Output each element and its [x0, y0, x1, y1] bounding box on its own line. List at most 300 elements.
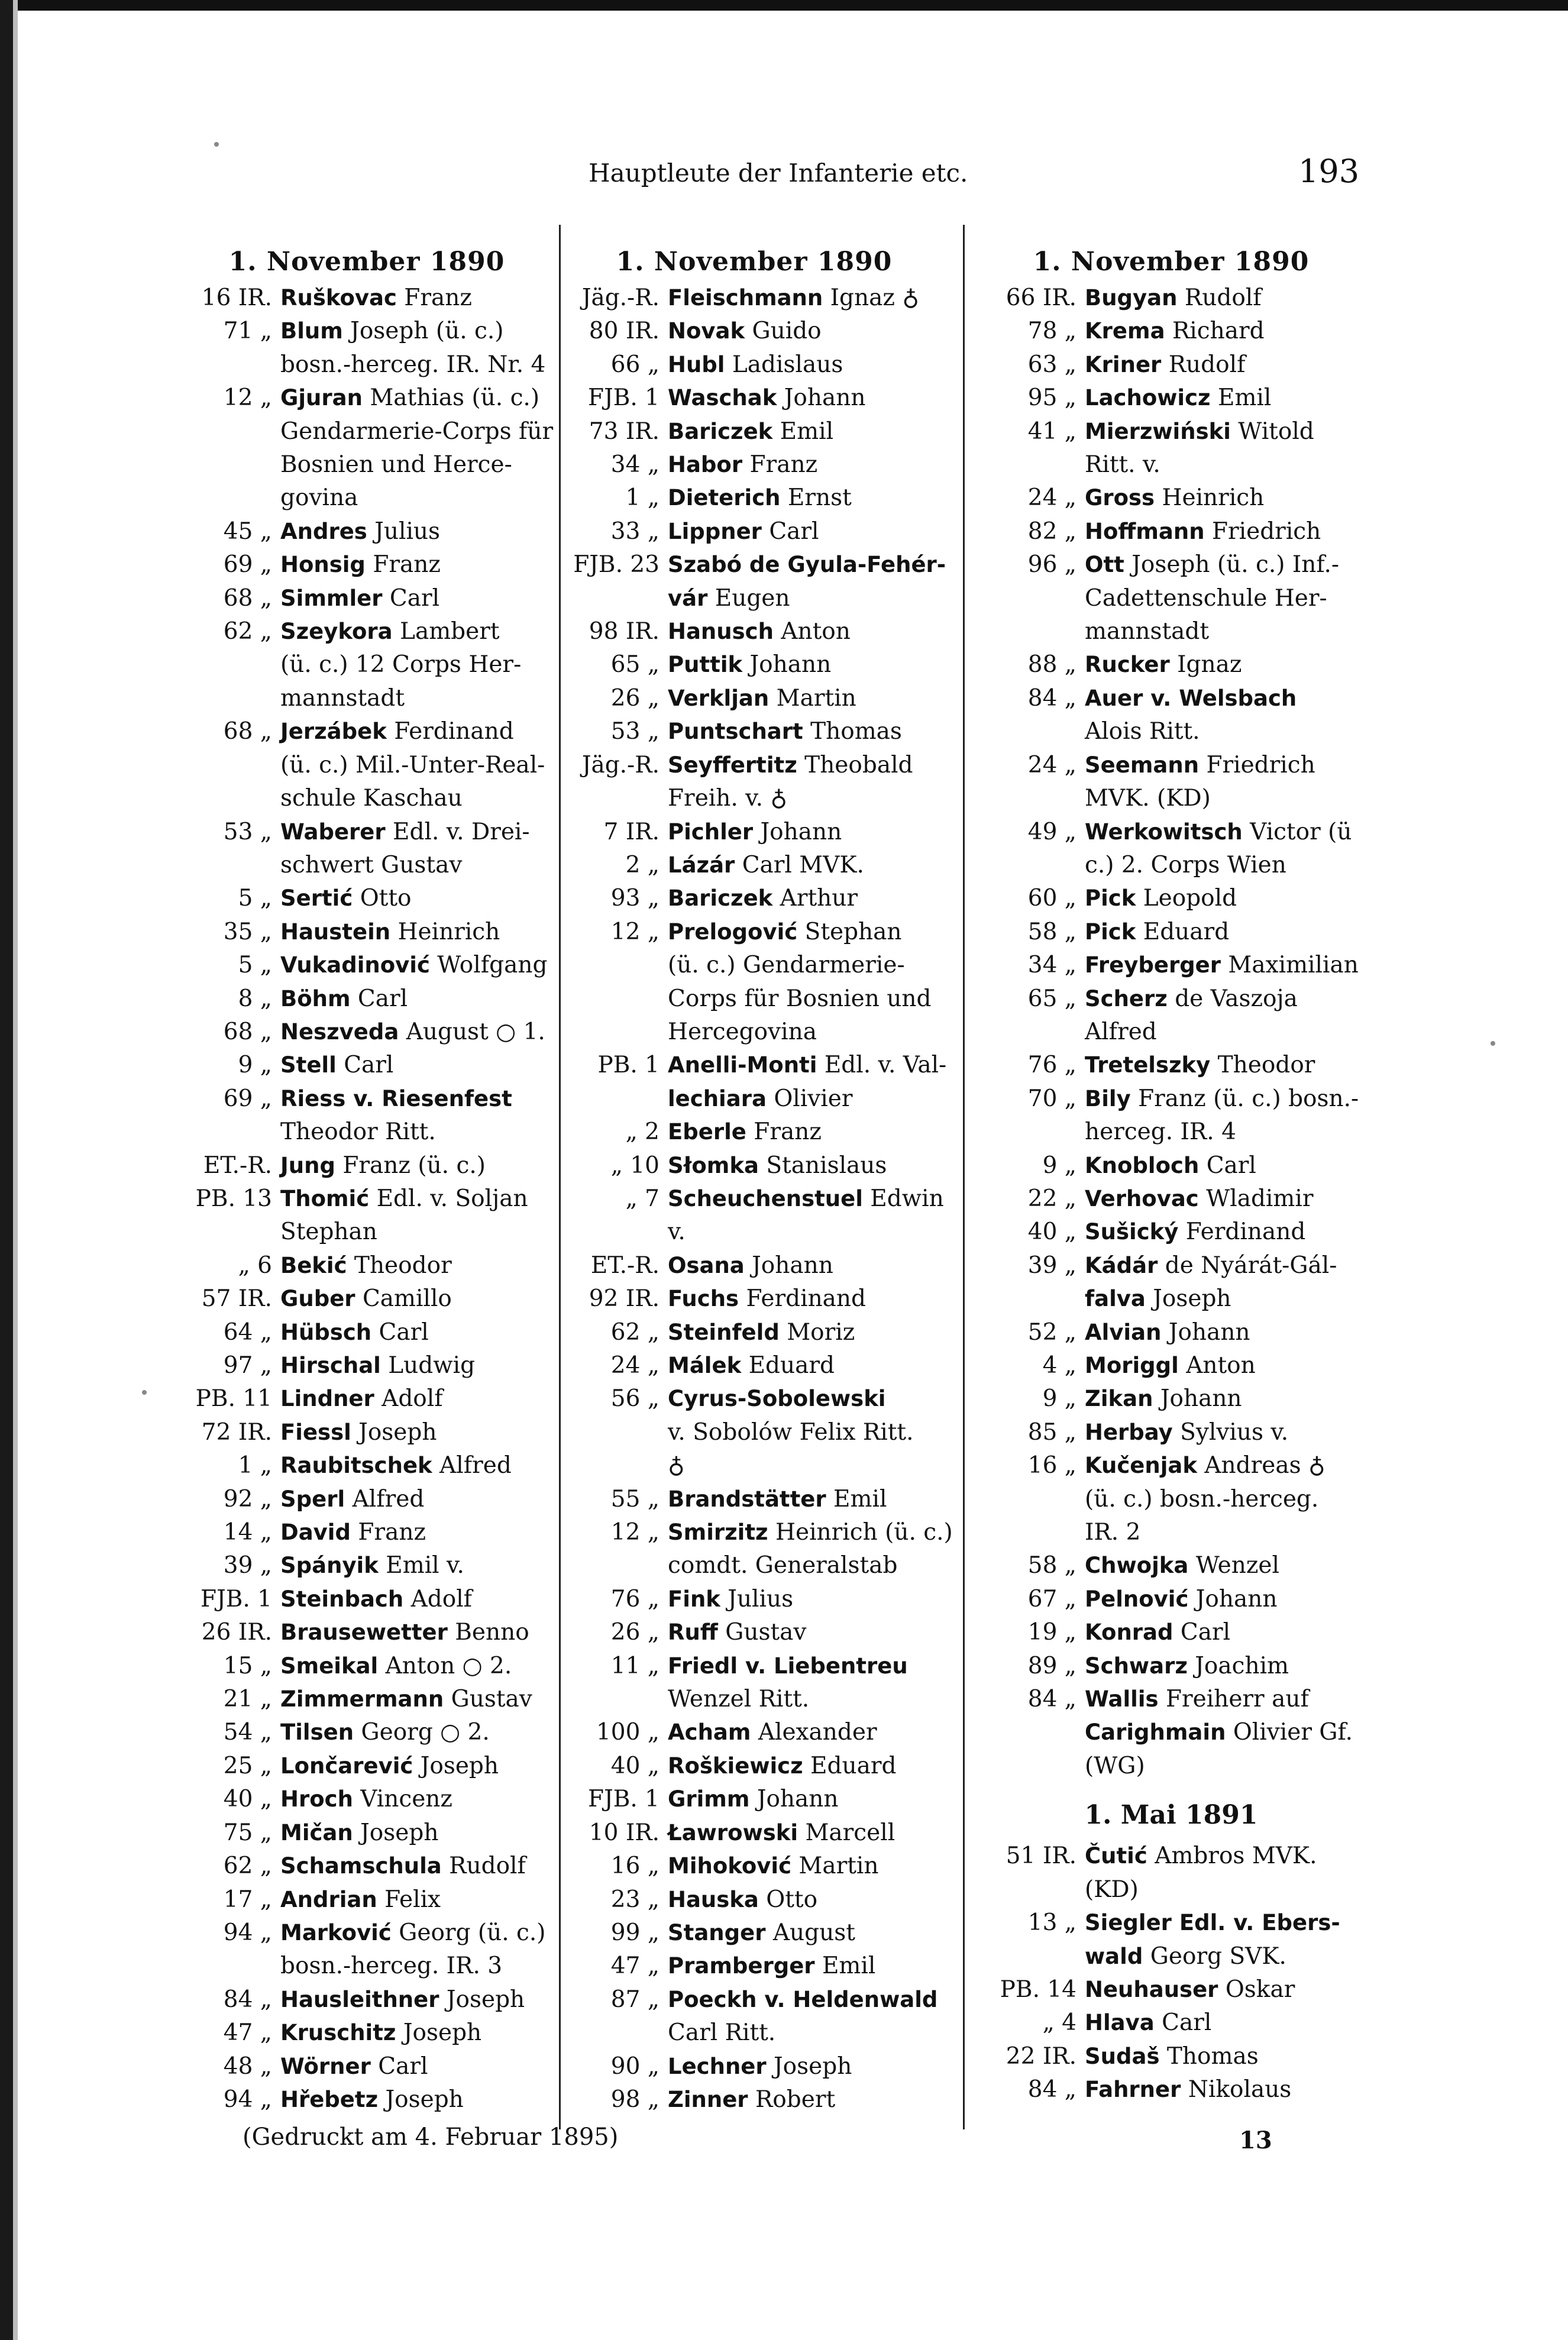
list-item [183, 448, 550, 481]
given-name-details: Freiherr auf [1158, 1686, 1309, 1713]
surname: wald [1085, 1943, 1143, 1969]
list-item [571, 382, 937, 415]
unit-number: PB. 14 [1000, 1976, 1076, 2003]
unit-number [571, 1549, 668, 1582]
entry-text [668, 882, 937, 915]
entry-list [988, 282, 1359, 1783]
list-item [571, 1049, 947, 1082]
list-item [988, 1449, 1354, 1482]
given-name-details: Vincenz [353, 1786, 452, 1813]
unit-number: 53 „ [610, 718, 659, 745]
given-name-details: Gustav [717, 1619, 807, 1646]
unit-number: 48 „ [223, 2053, 272, 2080]
list-item [183, 1449, 550, 1482]
entry-text [668, 782, 937, 815]
list-item [571, 282, 937, 315]
unit-number: 12 „ [223, 384, 272, 412]
entry-text [668, 448, 937, 481]
list-item [988, 1249, 1354, 1282]
unit-number: 66 „ [610, 351, 659, 378]
given-name-details: Johann [1161, 1318, 1250, 1346]
list-item [183, 282, 550, 315]
given-name-details: MVK. (KD) [1085, 785, 1211, 812]
surname: Zimmermann [280, 1686, 444, 1712]
given-name-details: Hercegovina [668, 1018, 817, 1045]
unit-number: 97 „ [223, 1352, 272, 1379]
entry-text [1085, 1650, 1354, 1683]
given-name-details: Gendarmerie-Corps für [280, 418, 554, 445]
surname: Verhovac [1085, 1185, 1199, 1211]
list-item [183, 1382, 550, 1415]
list-item [183, 882, 550, 915]
entry-text [280, 1316, 550, 1349]
list-item [183, 816, 550, 849]
entry-text [1085, 548, 1354, 581]
given-name-details: v. [668, 1219, 686, 1246]
list-item [571, 849, 937, 882]
given-name-details: Adolf [403, 1585, 473, 1612]
list-item [988, 1483, 1354, 1516]
unit-number: 12 „ [610, 1519, 659, 1546]
surname: Werkowitsch [1085, 819, 1243, 845]
list-item [183, 1616, 550, 1649]
entry-text [668, 916, 937, 949]
given-name-details: Eduard [803, 1752, 897, 1779]
given-name-details: Georg ○ 2. [354, 1719, 490, 1746]
unit-number [988, 582, 1085, 615]
surname: Puntschart [668, 719, 803, 745]
list-item [571, 348, 937, 382]
unit-number: 34 „ [610, 451, 659, 479]
list-item [988, 1750, 1354, 1783]
entry-text [280, 982, 550, 1016]
entry-text [280, 682, 550, 715]
unit-number: 2 „ [625, 851, 659, 878]
entry-text [1085, 1349, 1354, 1382]
surname: Fuchs [668, 1286, 739, 1312]
entry-text [668, 1449, 937, 1482]
list-item [571, 1316, 937, 1349]
given-name-details: Franz [742, 451, 818, 479]
given-name-details: Gustav [444, 1686, 532, 1713]
list-item [988, 515, 1354, 548]
entry-text [668, 2016, 937, 2050]
given-name-details: Lambert [392, 618, 500, 645]
unit-number: 57 IR. [201, 1285, 272, 1313]
entry-text [1085, 1316, 1354, 1349]
given-name-details: Franz [396, 285, 472, 311]
entry-text [280, 1049, 550, 1082]
surname: Scheuchenstuel [668, 1185, 863, 1211]
unit-number [571, 1216, 668, 1249]
list-item [571, 982, 937, 1016]
list-item [571, 1449, 937, 1482]
surname: Waberer [280, 819, 386, 845]
list-item [571, 1549, 937, 1582]
unit-number: FJB. 23 [573, 551, 659, 578]
unit-number: 58 „ [1027, 1552, 1076, 1579]
unit-number [988, 715, 1085, 748]
unit-number: 87 „ [610, 1986, 659, 2013]
given-name-details: Johann [777, 384, 866, 412]
entry-text [668, 1616, 937, 1649]
unit-number: 23 „ [610, 1886, 659, 1913]
given-name-details: Ferdinand [1178, 1219, 1306, 1246]
entry-text [1085, 1382, 1354, 1415]
entry-text [668, 1316, 937, 1349]
list-item [183, 348, 550, 382]
entry-text [280, 1750, 550, 1783]
list-item [571, 615, 937, 648]
given-name-details: Alexander [751, 1719, 877, 1746]
surname: Lachowicz [1085, 385, 1211, 411]
unit-number: 14 „ [223, 1519, 272, 1546]
list-item [571, 882, 937, 915]
surname: Prelogović [668, 919, 798, 945]
unit-number: 24 „ [610, 1352, 659, 1379]
list-item [988, 1616, 1354, 1649]
unit-number: 92 „ [223, 1485, 272, 1512]
list-item [988, 2006, 1354, 2040]
entry-text [1085, 382, 1354, 415]
surname: Kruschitz [280, 2020, 396, 2046]
entry-text [1085, 1016, 1354, 1049]
given-name-details: Thomas [1159, 2042, 1259, 2070]
given-name-details: Carl [382, 584, 440, 612]
unit-number: 82 „ [1027, 518, 1076, 545]
given-name-details: Franz [746, 1119, 822, 1146]
entry-text [1085, 282, 1354, 315]
given-name-details: Joseph [1145, 1285, 1231, 1313]
list-item [183, 1182, 550, 1216]
given-name-details: Ignaz ♁ [823, 285, 919, 311]
scan-speck [1491, 1041, 1495, 1046]
surname: Pichler [668, 819, 754, 845]
entry-text [1085, 1516, 1354, 1549]
unit-number [988, 1940, 1085, 1973]
list-item [988, 2040, 1354, 2073]
unit-number [183, 481, 280, 515]
surname: Lázár [668, 852, 735, 878]
surname: Herbay [1085, 1419, 1173, 1445]
given-name-details: Carl MVK. [735, 851, 864, 878]
entry-text [1085, 1973, 1354, 2006]
given-name-details: August [765, 1919, 855, 1946]
surname: Böhm [280, 985, 351, 1011]
entry-text [280, 1382, 550, 1415]
given-name-details: Moriz [779, 1318, 855, 1346]
entry-text [280, 2083, 550, 2116]
unit-number [183, 1216, 280, 1249]
unit-number [183, 849, 280, 882]
entry-text [668, 1216, 937, 1249]
entry-text [1085, 648, 1354, 681]
entry-text [280, 1149, 550, 1182]
list-item [571, 1916, 937, 1950]
entry-text [280, 949, 550, 982]
unit-number: 94 „ [223, 2086, 272, 2113]
unit-number: 64 „ [223, 1318, 272, 1346]
entry-text [668, 648, 937, 681]
entry-text [1085, 949, 1359, 982]
scan-top-edge [0, 0, 1568, 11]
given-name-details: Ferdinand [739, 1285, 867, 1313]
surname: Seemann [1085, 752, 1200, 778]
given-name-details: Anton [773, 618, 851, 645]
given-name-details: (WG) [1085, 1752, 1145, 1779]
unit-number: 65 „ [1027, 985, 1076, 1012]
given-name-details: Guido [745, 318, 822, 345]
surname: Hoffmann [1085, 518, 1205, 544]
unit-number: 90 „ [610, 2053, 659, 2080]
unit-number: 84 „ [223, 1986, 272, 2013]
surname: Sušický [1085, 1219, 1179, 1245]
unit-number: PB. 1 [597, 1052, 659, 1079]
unit-number: 68 „ [223, 584, 272, 612]
scan-binding-shadow [13, 0, 18, 2340]
entry-text [668, 682, 937, 715]
entry-text [280, 1883, 550, 1916]
surname: David [280, 1520, 351, 1546]
given-name-details: Rudolf [1161, 351, 1246, 378]
surname: Wörner [280, 2053, 371, 2079]
entry-text [668, 715, 937, 748]
entry-text [1085, 1873, 1354, 1906]
entry-text [1085, 1116, 1354, 1149]
entry-text [280, 1016, 550, 1049]
entry-text [280, 916, 550, 949]
entry-text [280, 1516, 550, 1549]
entry-text [280, 615, 550, 648]
entry-text [280, 315, 550, 348]
given-name-details: Emil [772, 418, 834, 445]
entry-text [1085, 582, 1354, 615]
surname: Novak [668, 318, 745, 344]
surname: Schwarz [1085, 1653, 1188, 1679]
unit-number: 9 „ [238, 1052, 272, 1079]
scan-speck [214, 142, 219, 147]
column-3 [988, 243, 1359, 2107]
given-name-details: Leopold [1136, 885, 1237, 912]
unit-number: 26 IR. [201, 1619, 272, 1646]
entry-text [668, 1483, 937, 1516]
given-name-details: Heinrich [390, 918, 500, 945]
list-item [183, 1683, 550, 1716]
surname: Anelli-Monti [668, 1052, 817, 1078]
surname: Jerzábek [280, 719, 387, 745]
given-name-details: Rudolf [1177, 285, 1262, 311]
list-item [183, 315, 550, 348]
given-name-details: Emil [1210, 384, 1272, 412]
given-name-details: Ignaz [1169, 651, 1242, 678]
surname: Pick [1085, 919, 1136, 945]
list-item [571, 1583, 937, 1616]
surname: Knobloch [1085, 1152, 1200, 1178]
unit-number [988, 782, 1085, 815]
given-name-details: Stephan [797, 918, 902, 945]
surname: Alvian [1085, 1319, 1162, 1345]
unit-number [988, 615, 1085, 648]
unit-number: 35 „ [223, 918, 272, 945]
unit-number: ET.-R. [590, 1252, 659, 1279]
given-name-details: (ü. c.) 12 Corps Her- [280, 651, 522, 678]
given-name-details: govina [280, 484, 358, 512]
list-item [988, 615, 1354, 648]
given-name-details: Otto [353, 885, 412, 912]
unit-number: 70 „ [1027, 1085, 1076, 1112]
list-item [988, 749, 1354, 782]
list-item [988, 1316, 1354, 1349]
unit-number: 12 „ [610, 918, 659, 945]
list-item [571, 1616, 937, 1649]
list-item [988, 882, 1354, 915]
unit-number: 47 „ [610, 1953, 659, 1980]
unit-number: 69 „ [223, 1085, 272, 1112]
entry-text [280, 816, 550, 849]
list-item [988, 448, 1354, 481]
list-item [571, 782, 937, 815]
list-item [988, 1940, 1354, 1973]
surname: Pelnović [1085, 1586, 1189, 1612]
given-name-details: Stanislaus [758, 1152, 887, 1179]
list-item [183, 415, 554, 448]
given-name-details: Joseph (ü. c.) Inf.- [1124, 551, 1340, 578]
given-name-details: ♁ [668, 1452, 685, 1479]
given-name-details: Witold [1230, 418, 1314, 445]
surname: Auer v. Welsbach [1085, 685, 1297, 711]
given-name-details: Johann [1153, 1385, 1242, 1413]
unit-number: 33 „ [610, 518, 659, 545]
list-item [183, 949, 550, 982]
given-name-details: Rudolf [441, 1853, 526, 1880]
surname: Pramberger [668, 1953, 815, 1979]
unit-number: „ 7 [625, 1185, 659, 1212]
given-name-details: Stephan [280, 1219, 377, 1246]
surname: Marković [280, 1919, 392, 1945]
given-name-details: Johann [744, 1252, 833, 1279]
entry-text [1085, 2040, 1354, 2073]
given-name-details: Carl [1173, 1619, 1231, 1646]
given-name-details: schule Kaschau [280, 785, 463, 812]
list-item [571, 315, 937, 348]
surname: Čutić [1085, 1843, 1147, 1869]
unit-number: 63 „ [1027, 351, 1076, 378]
surname: Siegler Edl. v. Ebers- [1085, 1910, 1340, 1936]
entry-text [1085, 2006, 1354, 2040]
surname: Freyberger [1085, 952, 1221, 978]
entry-text [1085, 1149, 1354, 1182]
list-item [988, 1282, 1354, 1316]
surname: Steinbach [280, 1586, 404, 1612]
unit-number [183, 749, 280, 782]
surname: Hauska [668, 1886, 759, 1912]
surname: Carighmain [1085, 1720, 1226, 1746]
unit-number: „ 6 [238, 1252, 272, 1279]
entry-text [280, 1616, 550, 1649]
given-name-details: Carl [1199, 1152, 1256, 1179]
surname: Lippner [668, 518, 762, 544]
unit-number: 53 „ [223, 818, 272, 845]
unit-number: 11 „ [610, 1652, 659, 1679]
list-item [571, 1716, 937, 1749]
given-name-details: Wladimir [1198, 1185, 1314, 1212]
surname: Hirschal [280, 1353, 381, 1378]
surname: Kučenjak [1085, 1453, 1197, 1479]
unit-number: 10 IR. [589, 1819, 659, 1846]
list-item [571, 1249, 937, 1282]
given-name-details: Eduard [1136, 918, 1230, 945]
entry-text [668, 1683, 937, 1716]
given-name-details: Bosnien und Herce- [280, 451, 512, 479]
list-item [183, 1883, 550, 1916]
given-name-details: Victor (ü [1242, 818, 1352, 845]
given-name-details: (ü. c.) bosn.-herceg. [1085, 1485, 1319, 1512]
surname: Smeikal [280, 1653, 379, 1679]
list-item [571, 1783, 937, 1816]
entry-text [1085, 415, 1354, 448]
given-name-details: Carl [336, 1052, 394, 1079]
entry-text [280, 1716, 550, 1749]
sheet-signature: 13 [1239, 2126, 1272, 2154]
entry-text [668, 1349, 937, 1382]
unit-number: Jäg.-R. [581, 751, 659, 778]
surname: Bily [1085, 1085, 1131, 1111]
unit-number: 24 „ [1027, 484, 1076, 512]
surname: Brausewetter [280, 1620, 448, 1646]
list-item [183, 1983, 550, 2016]
given-name-details: Mathias (ü. c.) [362, 384, 540, 412]
list-item [988, 1549, 1354, 1582]
list-item [183, 1049, 550, 1082]
unit-number: 67 „ [1027, 1585, 1076, 1612]
list-item [988, 682, 1354, 715]
list-item [571, 448, 937, 481]
list-item [183, 1349, 550, 1382]
surname: vár [668, 585, 708, 611]
given-name-details: Sylvius v. [1172, 1418, 1289, 1446]
unit-number: 62 „ [223, 618, 272, 645]
list-item [571, 1349, 937, 1382]
list-item [183, 1783, 550, 1816]
given-name-details: Emil v. [378, 1552, 464, 1579]
given-name-details: mannstadt [280, 684, 405, 712]
list-item [183, 749, 550, 782]
surname: Stanger [668, 1919, 766, 1945]
unit-number [988, 1282, 1085, 1316]
entry-text [668, 1382, 937, 1415]
entry-text [1085, 1082, 1359, 1116]
unit-number [571, 1449, 668, 1482]
unit-number [988, 1016, 1085, 1049]
entry-text [280, 849, 550, 882]
list-item [571, 1683, 937, 1716]
list-item [183, 1316, 550, 1349]
given-name-details: Julius [720, 1585, 794, 1612]
surname: Verkljan [668, 685, 770, 711]
page-title: Hauptleute der Infanterie etc. [589, 159, 968, 188]
unit-number: 40 „ [1027, 1219, 1076, 1246]
entry-text [1085, 1940, 1354, 1973]
entry-text [668, 1950, 937, 1983]
entry-text [668, 1016, 937, 1049]
unit-number: 9 „ [1042, 1385, 1076, 1413]
given-name-details: Edwin [862, 1185, 944, 1212]
unit-number: 88 „ [1027, 651, 1076, 678]
unit-number: FJB. 1 [201, 1585, 272, 1612]
surname: lechiara [668, 1085, 767, 1111]
list-item [988, 1873, 1354, 1906]
given-name-details: Cadettenschule Her- [1085, 584, 1327, 612]
